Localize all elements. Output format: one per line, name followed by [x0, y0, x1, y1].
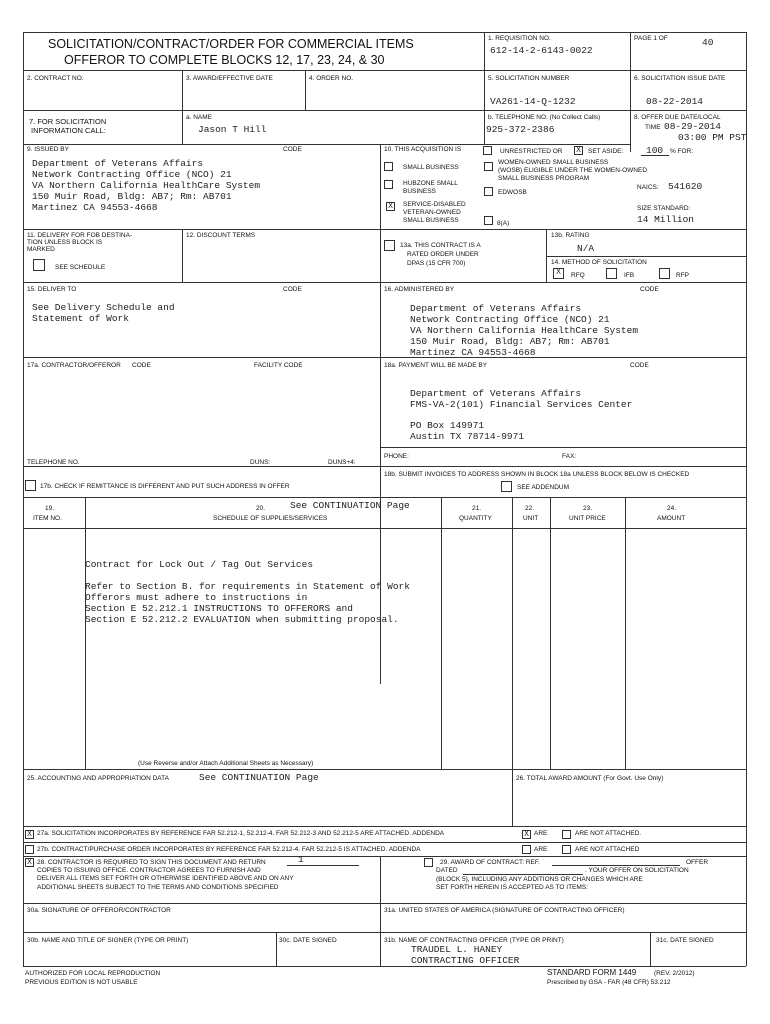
col24-number: 24.	[667, 505, 677, 512]
offer-due-label: 8. OFFER DUE DATE/LOCAL	[634, 114, 721, 121]
award-date-label: 3. AWARD/EFFECTIVE DATE	[186, 75, 273, 82]
wosb-label-3: SMALL BUSINESS PROGRAM	[498, 175, 590, 182]
ifb-label: IFB	[624, 272, 635, 279]
contract-no-label: 2. CONTRACT NO.	[27, 75, 84, 82]
wosb-label: WOMEN-OWNED SMALL BUSINESS	[498, 159, 609, 166]
unrestricted-checkbox[interactable]	[483, 146, 492, 155]
set-aside-checkbox[interactable]: X	[574, 146, 583, 155]
29-label-4: SET FORTH HEREIN IS ACCEPTED AS TO ITEMS:	[436, 884, 588, 891]
29-dated-label: DATED	[436, 867, 458, 874]
hubzone-label-2: BUSINESS	[403, 188, 436, 195]
8a-checkbox[interactable]	[484, 216, 493, 225]
address-line: Network Contracting Office (NCO) 21	[32, 169, 232, 180]
address-line: Department of Veterans Affairs	[410, 303, 582, 314]
co-title-value: CONTRACTING OFFICER	[411, 955, 520, 966]
col23-header: UNIT PRICE	[569, 515, 606, 522]
administered-by-label: 16. ADMINISTERED BY	[384, 286, 455, 293]
form-name: STANDARD FORM 1449	[547, 968, 637, 977]
edwosb-checkbox[interactable]	[484, 187, 493, 196]
co-name-label: 31b. NAME OF CONTRACTING OFFICER (TYPE OR PRINT)	[384, 937, 564, 944]
sdvosb-label-3: SMALL BUSINESS	[403, 217, 459, 224]
order-no-label: 4. ORDER NO.	[309, 75, 354, 82]
27a-are-checkbox[interactable]: X	[522, 830, 531, 839]
duns4-label: DUNS+4:	[328, 459, 356, 466]
requisition-value: 612-14-2-6143-0022	[490, 45, 593, 56]
27a-are-not-label: ARE NOT ATTACHED.	[575, 830, 642, 837]
col21-number: 21.	[472, 505, 482, 512]
set-aside-percent: 100	[646, 145, 664, 156]
27b-are-not-checkbox[interactable]	[562, 845, 571, 854]
28-copies-value: 1	[298, 854, 304, 865]
accounting-label: 25. ACCOUNTING AND APPROPRIATION DATA	[27, 775, 169, 782]
deliver-to-line: Statement of Work	[32, 313, 129, 324]
delivery-fob-label: 11. DELIVERY FOR FOB DESTINA-	[27, 232, 133, 239]
28-label-4: ADDITIONAL SHEETS SUBJECT TO THE TERMS AND CONDITIONS SPECIFIED	[37, 884, 279, 891]
set-aside-label: SET ASIDE:	[588, 148, 624, 155]
offer-due-time: 03:00 PM PST	[678, 132, 747, 143]
col24-header: AMOUNT	[657, 515, 686, 522]
remittance-label: 17b. CHECK IF REMITTANCE IS DIFFERENT AND PUT SUCH ADDRESS IN OFFER	[40, 483, 290, 490]
schedule-item-title: Contract for Lock Out / Tag Out Services	[85, 559, 314, 570]
ifb-checkbox[interactable]	[606, 268, 617, 279]
col20-header: SCHEDULE OF SUPPLIES/SERVICES	[213, 515, 328, 522]
administered-code-label: CODE	[640, 286, 659, 293]
issue-date-value: 08-22-2014	[646, 96, 704, 107]
col22-number: 22.	[525, 505, 535, 512]
col20-number: 20.	[256, 505, 266, 512]
signature-co-label: 31a. UNITED STATES OF AMERICA (SIGNATURE OF CONTRACTING OFFICER)	[384, 907, 625, 914]
28-label-2: COPIES TO ISSUING OFFICE. CONTRACTOR AGREES TO FURNISH AND	[37, 867, 261, 874]
hubzone-label: HUBZONE SMALL	[403, 180, 458, 187]
address-line: Austin TX 78714-9971	[410, 431, 525, 442]
small-business-label: SMALL BUSINESS	[403, 164, 459, 171]
schedule-item-line: Section E 52.212.2 EVALUATION when submitting proposal.	[85, 614, 399, 625]
total-award-label: 26. TOTAL AWARD AMOUNT (For Govt. Use Only)	[516, 775, 664, 782]
issued-by-code-label: CODE	[283, 146, 302, 153]
rating-label: 13b. RATING	[551, 232, 590, 239]
29-your-offer-label: . YOUR OFFER ON SOLICITATION	[585, 867, 689, 874]
solicitation-info-label-2: INFORMATION CALL:	[31, 126, 106, 135]
28-label: 28. CONTRACTOR IS REQUIRED TO SIGN THIS DOCUMENT AND RETURN	[37, 859, 266, 866]
telephone-no-label: TELEPHONE NO.	[27, 459, 80, 466]
29-checkbox[interactable]	[424, 858, 433, 867]
duns-label: DUNS:	[250, 459, 271, 466]
27a-label: 27a. SOLICITATION INCORPORATES BY REFERENCE FAR 52.212-1, 52.212-4. FAR 52.212-3 AND 52.212-5 ARE ATTACHED. ADDENDA	[37, 830, 445, 837]
27a-checkbox[interactable]: X	[25, 830, 34, 839]
col22-header: UNIT	[523, 515, 539, 522]
delivery-fob-label-2: TION UNLESS BLOCK IS	[27, 239, 103, 246]
payment-code-label: CODE	[630, 362, 649, 369]
prescribed-by: Prescribed by GSA - FAR (48 CFR) 53.212	[547, 979, 671, 986]
naics-label: NAICS:	[637, 184, 659, 191]
offer-time-label: TIME	[645, 124, 661, 131]
remittance-checkbox[interactable]	[25, 480, 36, 491]
27b-are-checkbox[interactable]	[522, 845, 531, 854]
solicitation-no-value: VA261-14-Q-1232	[490, 96, 576, 107]
deliver-to-label: 15. DELIVER TO	[27, 286, 77, 293]
percent-for-label: % FOR:	[670, 148, 694, 155]
signer-name-label: 30b. NAME AND TITLE OF SIGNER (TYPE OR PRINT)	[27, 937, 189, 944]
28-checkbox[interactable]: X	[25, 858, 34, 867]
rated-order-label: 13a. THIS CONTRACT IS A	[400, 242, 481, 249]
schedule-footer-note: (Use Reverse and/or Attach Additional Sheets as Necessary)	[138, 760, 314, 767]
27a-are-not-checkbox[interactable]	[562, 830, 571, 839]
accounting-value: See CONTINUATION Page	[199, 772, 319, 783]
form-title: SOLICITATION/CONTRACT/ORDER FOR COMMERCIAL ITEMS	[48, 37, 414, 51]
issue-date-label: 6. SOLICITATION ISSUE DATE	[634, 75, 726, 82]
rated-order-checkbox[interactable]	[384, 240, 395, 251]
rated-order-label-3: DPAS (15 CFR 700)	[407, 260, 466, 267]
address-line: Martinez CA 94553-4668	[410, 347, 536, 358]
size-standard-label: SIZE STANDARD:	[637, 205, 691, 212]
rfq-label: RFQ	[571, 272, 585, 279]
address-line: 150 Muir Road, Bldg: AB7; Rm: AB701	[32, 191, 232, 202]
29-label-3: (BLOCK 5), INCLUDING ANY ADDITIONS OR CHANGES WHICH ARE	[436, 876, 643, 883]
addendum-label: SEE ADDENDUM	[517, 484, 570, 491]
address-line: PO Box 149971	[410, 420, 485, 431]
29-label: 29. AWARD OF CONTRACT: REF.	[440, 859, 540, 866]
29-offer-label: OFFER	[686, 859, 709, 866]
edwosb-label: EDWOSB	[498, 189, 527, 196]
address-line: Department of Veterans Affairs	[32, 158, 204, 169]
address-line: Department of Veterans Affairs	[410, 388, 582, 399]
requisition-label: 1. REQUISITION NO.	[488, 35, 551, 42]
sdvosb-label: SERVICE-DISABLED	[403, 201, 466, 208]
address-line: Martinez CA 94553-4668	[32, 202, 158, 213]
see-schedule-label: SEE SCHEDULE	[55, 264, 106, 271]
schedule-item-line: Offerors must adhere to instructions in	[85, 592, 308, 603]
page-label: PAGE 1 OF	[634, 35, 668, 42]
sdvosb-checkbox[interactable]: X	[386, 202, 395, 211]
27b-checkbox[interactable]	[25, 845, 34, 854]
discount-terms-label: 12. DISCOUNT TERMS	[186, 232, 256, 239]
co-date-label: 31c. DATE SIGNED	[656, 937, 714, 944]
page-count: 40	[702, 37, 714, 48]
rfp-checkbox[interactable]	[659, 268, 670, 279]
naics-value: 541620	[668, 181, 703, 192]
name-label: a. NAME	[186, 114, 213, 121]
issued-by-label: 9. ISSUED BY	[27, 146, 69, 153]
addendum-checkbox[interactable]	[501, 481, 512, 492]
phone-label: PHONE:	[384, 453, 409, 460]
8a-label: 8(A)	[497, 220, 510, 227]
footer-reproduction-note: AUTHORIZED FOR LOCAL REPRODUCTION	[25, 970, 161, 977]
facility-code-label: FACILITY CODE	[254, 362, 303, 369]
schedule-item-line: Section E 52.212.1 INSTRUCTIONS TO OFFERORS and	[85, 603, 353, 614]
address-line: 150 Muir Road, Bldg: AB7; Rm: AB701	[410, 336, 610, 347]
fax-label: FAX:	[562, 453, 577, 460]
col23-number: 23.	[583, 505, 593, 512]
delivery-fob-label-3: MARKED	[27, 246, 55, 253]
solicitation-info-label: 7. FOR SOLICITATION	[29, 117, 107, 126]
col20-note: See CONTINUATION Page	[290, 500, 410, 511]
address-line: VA Northern California HealthCare System	[410, 325, 639, 336]
see-schedule-checkbox[interactable]	[33, 259, 45, 271]
signature-contractor-label: 30a. SIGNATURE OF OFFEROR/CONTRACTOR	[27, 907, 171, 914]
offer-due-date: 08-29-2014	[664, 121, 722, 132]
rated-order-label-2: RATED ORDER UNDER	[407, 251, 479, 258]
col19-number: 19.	[45, 505, 55, 512]
contractor-code-label: CODE	[132, 362, 151, 369]
form-revision: (REV. 2/2012)	[654, 970, 695, 977]
telephone-label: b. TELEPHONE NO. (No Collect Calls)	[488, 114, 601, 121]
col21-header: QUANTITY	[459, 515, 492, 522]
payment-label: 18a. PAYMENT WILL BE MADE BY	[384, 362, 488, 369]
telephone-value: 925-372-2386	[486, 124, 555, 135]
small-business-checkbox[interactable]	[384, 162, 393, 171]
co-name-value: TRAUDEL L. HANEY	[411, 944, 503, 955]
unrestricted-label: UNRESTRICTED OR	[500, 148, 563, 155]
address-line: Network Contracting Office (NCO) 21	[410, 314, 610, 325]
deliver-to-line: See Delivery Schedule and	[32, 302, 175, 313]
col19-header: ITEM NO.	[33, 515, 62, 522]
28-label-3: DELIVER ALL ITEMS SET FORTH OR OTHERWISE IDENTIFIED ABOVE AND ON ANY	[37, 875, 294, 882]
deliver-to-code-label: CODE	[283, 286, 302, 293]
27b-label: 27b. CONTRACT/PURCHASE ORDER INCORPORATES BY REFERENCE FAR 52.212-4. FAR 52.212-5 IS ATTACHED. ADDENDA	[37, 846, 421, 853]
27b-are-label: ARE	[534, 846, 548, 853]
rating-value: N/A	[577, 243, 595, 254]
sdvosb-label-2: VETERAN-OWNED	[403, 209, 461, 216]
27b-are-not-label: ARE NOT ATTACHED	[575, 846, 640, 853]
signer-date-label: 30c. DATE SIGNED	[279, 937, 337, 944]
contractor-label: 17a. CONTRACTOR/OFFEROR	[27, 362, 121, 369]
address-line: FMS-VA-2(101) Financial Services Center	[410, 399, 633, 410]
rfp-label: RFP	[676, 272, 689, 279]
method-label: 14. METHOD OF SOLICITATION	[551, 259, 647, 266]
contact-name: Jason T Hill	[198, 124, 267, 135]
27a-are-label: ARE	[534, 830, 548, 837]
wosb-checkbox[interactable]	[484, 162, 493, 171]
address-line: VA Northern California HealthCare System	[32, 180, 261, 191]
footer-edition-note: PREVIOUS EDITION IS NOT USABLE	[25, 979, 138, 986]
hubzone-checkbox[interactable]	[384, 180, 393, 189]
wosb-label-2: (WOSB) ELIGIBLE UNDER THE WOMEN-OWNED	[498, 167, 648, 174]
size-standard-value: 14 Million	[637, 214, 695, 225]
solicitation-no-label: 5. SOLICITATION NUMBER	[488, 75, 570, 82]
form-subtitle: OFFEROR TO COMPLETE BLOCKS 12, 17, 23, 24, & 30	[64, 53, 385, 67]
acquisition-label: 10. THIS ACQUISITION IS	[384, 146, 462, 153]
schedule-item-line: Refer to Section B. for requirements in Statement of Work	[85, 581, 410, 592]
rfq-checkbox[interactable]: X	[553, 268, 564, 279]
invoice-label: 18b. SUBMIT INVOICES TO ADDRESS SHOWN IN BLOCK 18a UNLESS BLOCK BELOW IS CHECKED	[384, 471, 690, 478]
